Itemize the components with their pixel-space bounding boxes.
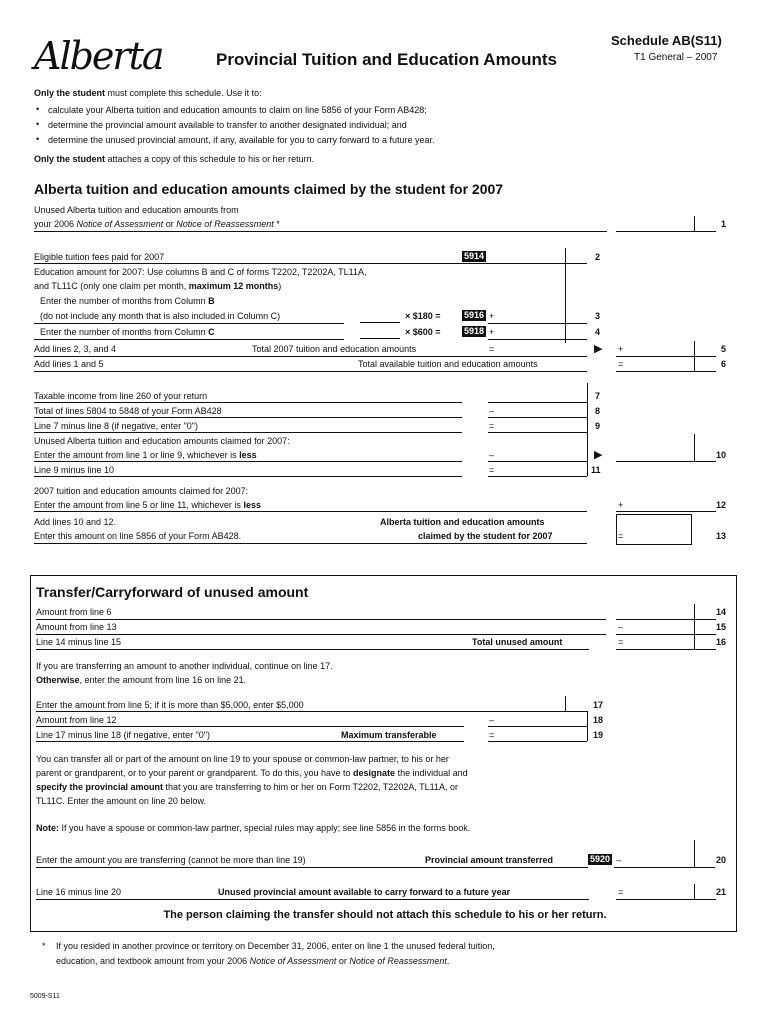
line6-total-label: Total available tuition and education amounts <box>358 359 538 369</box>
transfer-note-2: Otherwise, enter the amount from line 16 on line 21. <box>36 675 247 685</box>
intro-bullet-1: calculate your Alberta tuition and education amounts to claim on line 5856 of your Form AB428; <box>48 105 427 115</box>
line1-label-b: your 2006 Notice of Assessment or Notice of Reassessment * <box>34 219 280 229</box>
transfer-paragraph-2: parent or grandparent, or to your parent or grandparent. To do this, you have to designate the individual and <box>36 768 468 778</box>
line18-field[interactable] <box>488 726 587 727</box>
line3-months-field[interactable] <box>360 310 400 323</box>
line8-field[interactable] <box>488 417 587 418</box>
line17-label: Enter the amount from line 5; if it is more than $5,000, enter $5,000 <box>36 700 304 710</box>
line18-label: Amount from line 12 <box>36 715 117 725</box>
line1-label-a: Unused Alberta tuition and education amounts from <box>34 205 239 215</box>
intro-line2: Only the student attaches a copy of this schedule to his or her return. <box>34 154 315 164</box>
line6-label: Add lines 1 and 5 <box>34 359 104 369</box>
transfer-paragraph-4: TL11C. Enter the amount on line 20 below. <box>36 796 206 806</box>
line8-label: Total of lines 5804 to 5848 of your Form AB428 <box>34 406 222 416</box>
line10-sub-field[interactable] <box>488 461 587 462</box>
line16-total-label: Total unused amount <box>472 637 563 647</box>
line1-field[interactable] <box>616 231 716 232</box>
line11-label: Line 9 minus line 10 <box>34 465 115 475</box>
closing-statement: The person claiming the transfer should not attach this schedule to his or her return. <box>163 909 607 921</box>
line6-field[interactable] <box>616 371 716 372</box>
line4-field[interactable] <box>488 339 587 340</box>
line19-field[interactable] <box>488 741 587 742</box>
form-year: T1 General – 2007 <box>634 52 718 63</box>
footnote-star: * <box>42 941 46 951</box>
code-5920: 5920 <box>590 854 611 864</box>
transfer-note-1: If you are transferring an amount to another individual, continue on line 17. <box>36 661 333 671</box>
line14-label: Amount from line 6 <box>36 607 112 617</box>
line12-label-a: 2007 tuition and education amounts claimed for 2007: <box>34 486 249 496</box>
line21-total-label: Unused provincial amount available to carry forward to a future year <box>218 887 511 897</box>
line19-total-label: Maximum transferable <box>341 730 437 740</box>
line7-field[interactable] <box>488 402 587 403</box>
line10-label-a: Unused Alberta tuition and education amounts claimed for 2007: <box>34 436 290 446</box>
intro-bullet-3: determine the unused provincial amount, if any, available for you to carry forward to a future year. <box>48 135 435 145</box>
line20-total-label: Provincial amount transferred <box>425 855 554 865</box>
line9-label: Line 7 minus line 8 (if negative, enter "0") <box>34 421 198 431</box>
alberta-logo: Alberta <box>34 34 163 78</box>
line21-field[interactable] <box>616 899 716 900</box>
intro-line1: Only the student must complete this schedule. Use it to: <box>34 88 262 98</box>
arrow-icon: ▶ <box>594 343 603 355</box>
line4-months-field[interactable] <box>360 326 400 339</box>
line11-field[interactable] <box>488 476 587 477</box>
page-title: Provincial Tuition and Education Amounts <box>216 50 557 69</box>
line15-field[interactable] <box>616 634 716 635</box>
line5-field[interactable] <box>616 356 716 357</box>
line10-field[interactable] <box>616 461 716 462</box>
transfer-note-3: Note: If you have a spouse or common-law partner, special rules may apply; see line 5856 in the forms book. <box>36 823 471 833</box>
line19-label: Line 17 minus line 18 (if negative, enter "0") <box>36 730 210 740</box>
line13-total-label-b: claimed by the student for 2007 <box>418 531 553 541</box>
line3-field[interactable] <box>488 323 587 324</box>
line7-label: Taxable income from line 260 of your return <box>34 391 208 401</box>
line3-label-d: (do not include any month that is also included in Column C) <box>40 311 281 321</box>
line21-label: Line 16 minus line 20 <box>36 887 122 897</box>
line3-label-c: Enter the number of months from Column B <box>40 296 215 306</box>
code-5916: 5916 <box>464 310 485 320</box>
line4-label: Enter the number of months from Column C <box>40 327 215 337</box>
line13-label-a: Add lines 10 and 12. <box>34 517 117 527</box>
section2-heading: Transfer/Carryforward of unused amount <box>36 584 309 600</box>
line9-field[interactable] <box>488 432 587 433</box>
schedule-id: Schedule AB(S11) <box>611 33 722 48</box>
line12-label-b: Enter the amount from line 5 or line 11, whichever is less <box>34 500 261 510</box>
line3-label-b: and TL11C (only one claim per month, maximum 12 months) <box>34 281 282 291</box>
arrow-icon: ▶ <box>594 449 603 461</box>
line2-label: Eligible tuition fees paid for 2007 <box>34 252 165 262</box>
page: Alberta Provincial Tuition and Education Amounts Schedule AB(S11) T1 General – 2007 Only the student must complete this schedule. Use it to: • calculate your Alberta tuition and education amounts to claim on line 5856 of your Form AB428; • determine the provincial amount available to transfer to another designated individual; and • determine the unused provincial amount, if any, available for you to carry forward to a future year. Only the student attaches a copy of this schedule to his or her return. Alberta tuition and education amounts claimed by the student for 2007 Unused Alberta tuition and education amounts from your 2006 Notice of Assessment or Notice of Reassessment * 1 Eligible tuition fees paid for 2007 5914 2 Education amount for 2007: Use columns B and C of forms T2202, T2202A, TL11A, and TL11C (only one claim per month, maximum 12 months) Enter the number of months from Column B (do not include any month that is also included in Column C) × $180 = 5916 + 3 Enter the number of months from Column C × $600 = 5918 + 4 Add lines 2, 3, and 4 Total 2007 tuition and education amounts = ▶ + 5 Add lines 1 and 5 Total available tuition and education amounts = 6 Taxable income from line 260 of your return 7 Total of lines 5804 to 5848 of your Form AB428 – 8 Line 7 minus line 8 (if negative, enter "0") = 9 Unused Alberta tuition and education amounts claimed for 2007: Enter the amount from line 1 or line 9, whichever is less – ▶ 10 Line 9 minus line 10 = 11 2007 tuition and education amounts claimed for 2007: Enter the amount from line 5 or line 11, whichever is less + 12 Add lines 10 and 12. Enter this amount on line 5856 of your Form AB428. Alberta tuition and education amounts claimed by the student for 2007 = 13 Transfer/Carryforward of unused amount Amount from line 6 14 Amount from line 13 – 15 Line 14 minus line 15 Total unused amount = 16 If you are transferring an amount to another individual, continue on line 17. Otherwise, enter the amount from line 16 on line 21. Enter the amount from line 5; if it is more than $5,000, enter $5,000 17 Amount from line 12 – 18 Line 17 minus line 18 (if negative, enter "0") Maximum transferable = 19 You can transfer all or part of the amount on line 19 to your spouse or common-law partner, to his or her parent or grandparent, or to your parent or grandparent. To do this, you have to designate the individual and specify the provincial amount that you are transferring to him or her on Form T2202, T2202A, TL11A, or TL11C. Enter the amount on line 20 below. Note: If you have a spouse or common-law partner, special rules may apply; see line 5856 in the forms book. Enter the amount you are transferring (cannot be more than line 19) Provincial amount transferred 5920 – 20 Line 16 minus line 20 Unused provincial amount available to carry forward to a future year = 21 The person claiming the transfer should not attach this schedule to his or her return. * If you resided in another province or territory on December 31, 2006, enter on line 1 the unused federal tuition, education, and textbook amount from your 2006 Notice of Assessment or Notice of Reassessment. 5009-S11 <box>0 0 770 1024</box>
transfer-paragraph-1: You can transfer all or part of the amount on line 19 to your spouse or common-law partner, to his or her <box>36 754 449 764</box>
footnote-line-2: education, and textbook amount from your 2006 Notice of Assessment or Notice of Reassessment. <box>56 956 450 966</box>
form-id: 5009-S11 <box>30 993 60 1000</box>
line12-field[interactable] <box>616 511 716 512</box>
line13-total-label-a: Alberta tuition and education amounts <box>380 517 545 527</box>
section1-heading: Alberta tuition and education amounts claimed by the student for 2007 <box>34 181 504 197</box>
line10-label-b: Enter the amount from line 1 or line 9, whichever is less <box>34 450 257 460</box>
footnote-line-1: If you resided in another province or territory on December 31, 2006, enter on line 1 the unused federal tuition, <box>56 941 495 951</box>
line5-total-label: Total 2007 tuition and education amounts <box>252 344 417 354</box>
line16-label: Line 14 minus line 15 <box>36 637 122 647</box>
line14-field[interactable] <box>616 619 716 620</box>
line17-field[interactable] <box>488 699 564 711</box>
line20-label: Enter the amount you are transferring (cannot be more than line 19) <box>36 855 306 865</box>
transfer-paragraph-3: specify the provincial amount that you are transferring to him or her on Form T2202, T2202A, TL11A, or <box>36 782 459 792</box>
code-5918: 5918 <box>464 326 485 336</box>
line3-label-a: Education amount for 2007: Use columns B and C of forms T2202, T2202A, TL11A, <box>34 267 367 277</box>
code-5914: 5914 <box>464 251 485 261</box>
line15-label: Amount from line 13 <box>36 622 117 632</box>
intro-bullet-2: determine the provincial amount available to transfer to another designated individual; and <box>48 120 407 130</box>
line5-label: Add lines 2, 3, and 4 <box>34 344 117 354</box>
line20-field[interactable] <box>614 840 715 868</box>
line16-field[interactable] <box>616 649 716 650</box>
line13-field[interactable] <box>616 514 692 545</box>
line2-field[interactable] <box>488 251 564 263</box>
line13-label-b: Enter this amount on line 5856 of your Form AB428. <box>34 531 242 541</box>
